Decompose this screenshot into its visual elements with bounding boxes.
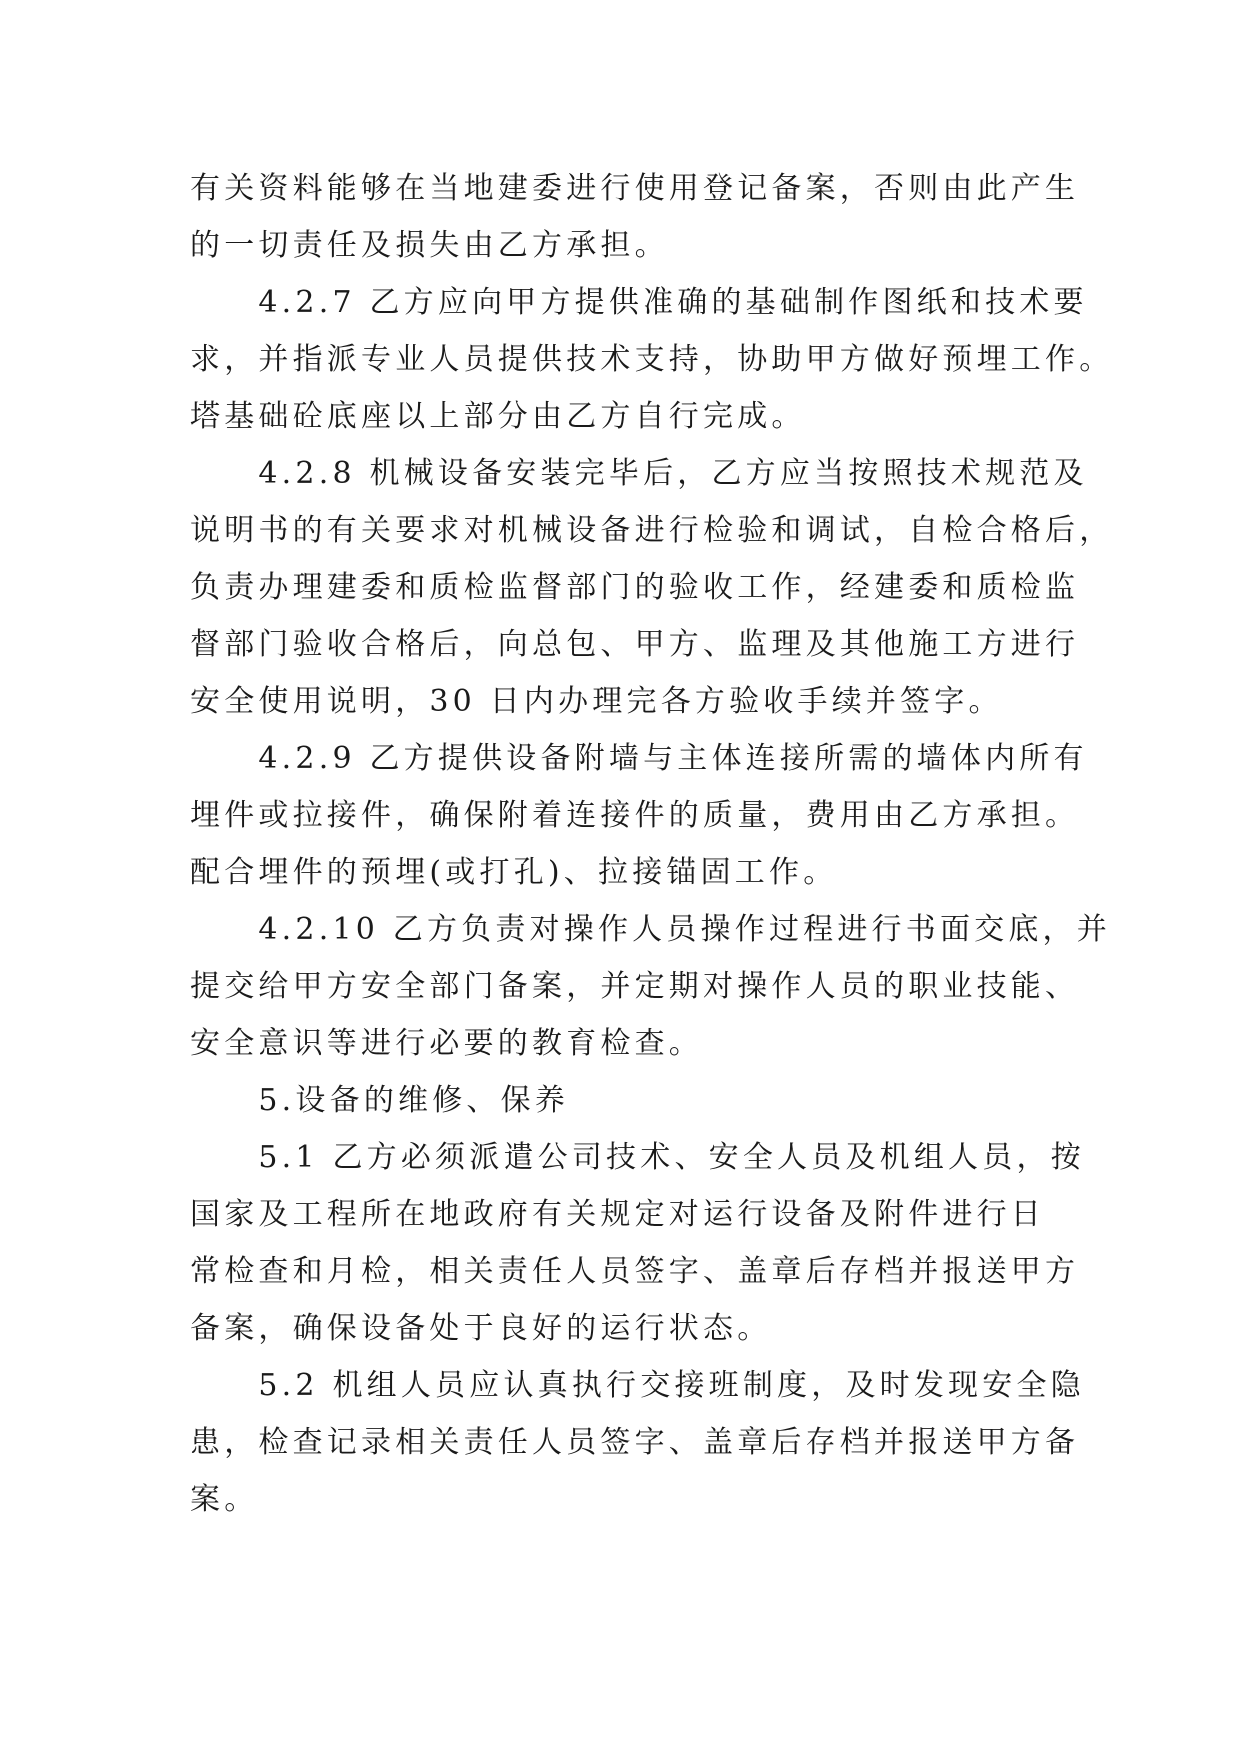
text-line: 4.2.9 乙方提供设备附墙与主体连接所需的墙体内所有 <box>190 741 1088 776</box>
document-body <box>190 160 1114 1528</box>
text-line: 有关资料能够在当地建委进行使用登记备案，否则由此产生 <box>190 171 1080 206</box>
text-line: 提交给甲方安全部门备案，并定期对操作人员的职业技能、 <box>190 969 1080 1004</box>
text-line: 负责办理建委和质检监督部门的验收工作，经建委和质检监 <box>190 570 1080 605</box>
text-line: 求，并指派专业人员提供技术支持，协助甲方做好预埋工作。 <box>190 342 1114 377</box>
text-line: 说明书的有关要求对机械设备进行检验和调试，自检合格后， <box>190 513 1114 548</box>
text-line: 5.2 机组人员应认真执行交接班制度，及时发现安全隐 <box>190 1368 1085 1403</box>
text-line: 4.2.10 乙方负责对操作人员操作过程进行书面交底，并 <box>190 912 1111 947</box>
text-line: 常检查和月检，相关责任人员签字、盖章后存档并报送甲方 <box>190 1254 1080 1289</box>
text-line: 4.2.7 乙方应向甲方提供准确的基础制作图纸和技术要 <box>190 285 1088 320</box>
text-line: 配合埋件的预埋(或打孔)、拉接锚固工作。 <box>190 855 838 890</box>
text-line: 患，检查记录相关责任人员签字、盖章后存档并报送甲方备 <box>190 1425 1080 1460</box>
text-line: 塔基础砼底座以上部分由乙方自行完成。 <box>190 399 806 434</box>
text-line: 案。 <box>190 1482 259 1517</box>
text-line: 埋件或拉接件，确保附着连接件的质量，费用由乙方承担。 <box>190 798 1080 833</box>
text-line: 4.2.8 机械设备安装完毕后，乙方应当按照技术规范及 <box>190 456 1088 491</box>
text-line: 的一切责任及损失由乙方承担。 <box>190 228 669 263</box>
text-line: 国家及工程所在地政府有关规定对运行设备及附件进行日 <box>190 1197 1045 1232</box>
text-line: 5.设备的维修、保养 <box>190 1083 570 1118</box>
text-line: 5.1 乙方必须派遣公司技术、安全人员及机组人员，按 <box>190 1140 1085 1175</box>
text-line: 备案，确保设备处于良好的运行状态。 <box>190 1311 772 1346</box>
text-line: 安全使用说明，30 日内办理完各方验收手续并签字。 <box>190 684 1003 719</box>
text-line: 安全意识等进行必要的教育检查。 <box>190 1026 703 1061</box>
text-line: 督部门验收合格后，向总包、甲方、监理及其他施工方进行 <box>190 627 1080 662</box>
